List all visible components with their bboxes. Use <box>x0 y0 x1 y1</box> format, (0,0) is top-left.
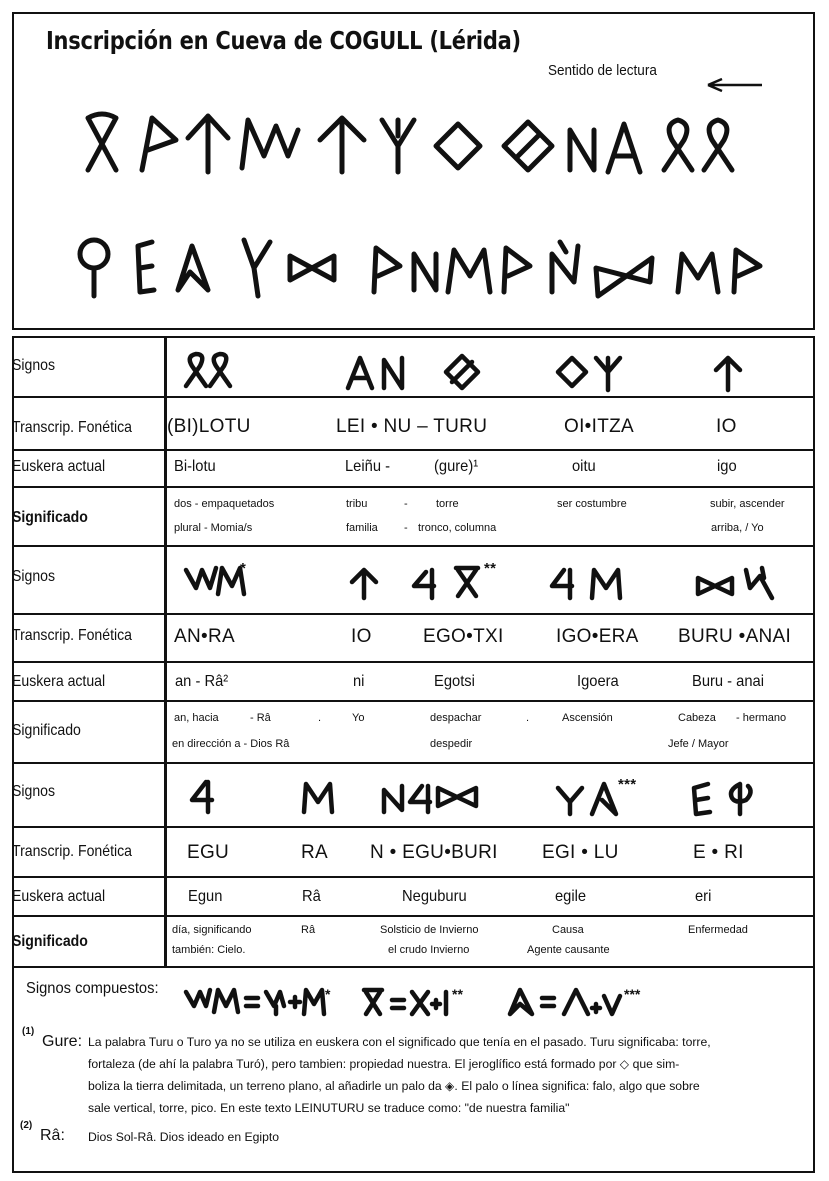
meaning-cell: tronco, columna <box>418 522 497 534</box>
reading-direction-label: Sentido de lectura <box>548 62 657 79</box>
page-title: Inscripción en Cueva de COGULL (Lérida) <box>46 26 521 55</box>
note-1-word: Gure: <box>42 1033 83 1050</box>
inscription-line-1 <box>80 110 760 180</box>
io-glyph-2-icon <box>352 570 376 598</box>
row-divider <box>14 545 813 547</box>
phon-cell: IO <box>716 416 737 437</box>
plus-icon-3 <box>592 1004 600 1012</box>
rune-e-icon <box>138 242 154 292</box>
asterisk-note-1: * <box>240 560 247 577</box>
phon-cell: EGI • LU <box>542 842 619 863</box>
rune-y-2-icon <box>244 240 270 296</box>
row-divider <box>14 613 813 615</box>
asterisk-note-3: *** <box>618 776 637 793</box>
meaning-cell: . <box>318 712 322 724</box>
igoera-glyph-icon <box>552 570 620 598</box>
egilu-glyph-icon <box>558 784 616 814</box>
row-divider <box>14 449 813 451</box>
row-label-signos: Signos <box>12 357 56 374</box>
meaning-cell: Agente causante <box>527 944 610 956</box>
phon-cell: AN•RA <box>174 626 235 647</box>
row-divider <box>14 826 813 828</box>
meaning-cell: Yo <box>352 712 365 724</box>
io-glyph-icon <box>716 358 740 390</box>
equals-icon-2 <box>392 1000 404 1008</box>
signos-row-1 <box>180 350 800 396</box>
euskera-cell: Neguburu <box>402 888 467 905</box>
rune-diamond-cross-icon <box>504 122 552 170</box>
asterisk-1: * <box>325 986 331 1002</box>
rune-phi-icon <box>80 240 108 296</box>
rune-diamond-icon <box>436 124 480 168</box>
a-compound-icon <box>510 990 532 1014</box>
row-label-fonetica: Transcrip. Fonética <box>12 627 132 644</box>
meaning-cell: el crudo Invierno <box>388 944 470 956</box>
phon-cell: EGU <box>187 842 230 863</box>
euskera-cell: eri <box>695 888 712 905</box>
row-label-euskera: Euskera actual <box>12 673 106 690</box>
rune-n-icon <box>570 130 594 170</box>
rune-p-4-icon <box>734 250 760 292</box>
equals-icon <box>246 998 258 1006</box>
euskera-cell: igo <box>717 458 737 475</box>
euskera-cell: Egun <box>188 888 223 905</box>
euskera-cell: oitu <box>572 458 596 475</box>
note-1-marker: (1) <box>22 1026 35 1037</box>
ll-glyph-icon <box>186 354 230 386</box>
turu-glyph-icon <box>446 356 478 388</box>
phon-cell: EGO•TXI <box>423 626 504 647</box>
neguburi-glyph-icon <box>384 786 476 812</box>
phon-cell: BURU •ANAI <box>678 626 792 647</box>
meaning-cell: familia <box>346 522 378 534</box>
row-divider <box>14 661 813 663</box>
row-label-fonetica: Transcrip. Fonética <box>12 419 132 436</box>
meaning-cell: - hermano <box>736 712 787 724</box>
asterisk-3: *** <box>624 986 641 1002</box>
meaning-cell: torre <box>436 498 459 510</box>
row-label-euskera: Euskera actual <box>12 888 106 905</box>
meaning-cell: - <box>404 522 408 534</box>
row-label-significado: Significado <box>12 722 81 739</box>
ra-glyph-icon <box>304 784 332 812</box>
phon-cell: IO <box>351 626 372 647</box>
meaning-cell: dos - empaquetados <box>174 498 275 510</box>
note-1-line: sale vertical, torre, pico. En este texto LEINUTURU se traduce como: "de nuestra familia" <box>88 1101 570 1115</box>
left-arrow-icon <box>706 75 766 95</box>
euskera-cell: Leiñu - <box>345 458 391 475</box>
rune-up-arrow-icon <box>188 116 228 172</box>
rune-loop-2-icon <box>704 120 732 170</box>
anra-glyph-icon <box>186 568 244 594</box>
row-label-significado: Significado <box>12 509 88 526</box>
meaning-cell: subir, ascender <box>710 498 785 510</box>
egu-glyph-icon <box>192 782 212 812</box>
euskera-cell: an - Râ² <box>175 673 229 690</box>
row-divider <box>14 915 813 917</box>
anra-compound-icon <box>186 990 238 1012</box>
phon-cell: IGO•ERA <box>556 626 639 647</box>
euskera-cell: Buru - anai <box>692 673 765 690</box>
plus-icon <box>290 997 300 1007</box>
meaning-cell: Solsticio de Invierno <box>380 924 479 936</box>
compound-signs-equations <box>180 982 680 1022</box>
rune-hook-n-icon <box>552 242 578 292</box>
row-label-signos: Signos <box>12 783 56 800</box>
euskera-cell: Bi-lotu <box>174 458 216 475</box>
rune-m-2-icon <box>448 250 490 292</box>
m-part-icon <box>304 990 324 1014</box>
note-1-line: boliza la tierra delimitada, un terreno plano, al añadirle un palo da ◈. El palo o línea significa: falo, algo que sobre <box>88 1079 700 1093</box>
phon-cell: LEI • NU – TURU <box>336 416 488 437</box>
rune-up-arrow-2-icon <box>320 118 364 172</box>
buru-anai-glyph-icon <box>698 568 772 598</box>
meaning-cell: ser costumbre <box>557 498 627 510</box>
inscription-line-2 <box>74 232 794 307</box>
rune-x-loop-icon <box>88 114 116 170</box>
phon-cell: RA <box>301 842 328 863</box>
row-divider <box>14 486 813 488</box>
asterisk-2: ** <box>452 986 463 1002</box>
x-compound-icon <box>364 990 382 1014</box>
meaning-cell: plural - Momia/s <box>174 522 253 534</box>
meaning-cell: Cabeza <box>678 712 716 724</box>
phon-cell: N • EGU•BURI <box>370 842 498 863</box>
rune-n-2-icon <box>414 254 436 290</box>
compound-signs-label: Signos compuestos: <box>26 980 159 997</box>
row-label-signos: Signos <box>12 568 56 585</box>
row-label-euskera: Euskera actual <box>12 458 106 475</box>
phon-cell: E • RI <box>693 842 744 863</box>
meaning-cell: Causa <box>552 924 584 936</box>
euskera-cell: Igoera <box>577 673 619 690</box>
an-glyph-icon <box>348 358 402 388</box>
v-part-icon <box>604 996 620 1014</box>
row-divider <box>14 396 813 398</box>
meaning-cell: Enfermedad <box>688 924 748 936</box>
row-label-significado: Significado <box>12 933 88 950</box>
oitza-glyph-icon <box>558 358 620 390</box>
phon-cell: (BI)LOTU <box>167 416 251 437</box>
rune-p-2-icon <box>374 248 400 292</box>
meaning-cell: - Râ <box>250 712 271 724</box>
euskera-cell: (gure)¹ <box>434 458 479 475</box>
meaning-cell: - <box>404 498 408 510</box>
egotxi-glyph-icon <box>414 568 478 598</box>
row-divider <box>14 876 813 878</box>
rune-bowtie-2-icon <box>596 258 652 296</box>
meaning-cell: despachar <box>430 712 482 724</box>
phon-cell: OI•ITZA <box>564 416 634 437</box>
asterisk-note-2: ** <box>484 560 497 577</box>
rune-loop-1-icon <box>664 120 692 170</box>
meaning-cell: an, hacia <box>174 712 219 724</box>
meaning-cell: Ascensión <box>562 712 613 724</box>
eri-glyph-icon <box>694 784 751 814</box>
note-2-word: Râ: <box>40 1127 65 1144</box>
meaning-cell: en dirección a - Dios Râ <box>172 738 290 750</box>
x-part-icon <box>412 992 428 1014</box>
rune-a-hook-icon <box>178 246 208 290</box>
lambda-part-icon <box>564 990 588 1014</box>
rune-y-icon <box>382 120 414 172</box>
euskera-cell: ni <box>353 673 365 690</box>
meaning-cell: . <box>526 712 530 724</box>
note-2-marker: (2) <box>20 1120 33 1131</box>
meaning-cell: despedir <box>430 738 473 750</box>
row-label-fonetica: Transcrip. Fonética <box>12 843 132 860</box>
rune-m-3-icon <box>678 254 718 292</box>
meaning-cell: Râ <box>301 924 316 936</box>
euskera-cell: egile <box>555 888 587 905</box>
rune-bowtie-icon <box>290 256 334 280</box>
rune-a-icon <box>608 124 640 172</box>
rune-p-icon <box>142 118 176 170</box>
signos-row-9 <box>180 774 800 820</box>
euskera-cell: Râ <box>302 888 321 905</box>
meaning-cell: Jefe / Mayor <box>668 738 729 750</box>
meaning-cell: tribu <box>346 498 368 510</box>
row-divider <box>14 762 813 764</box>
meaning-cell: arriba, / Yo <box>711 522 764 534</box>
rune-m-icon <box>242 120 298 168</box>
note-1-line: fortaleza (de ahí la palabra Turó), pero tambien: propiedad nuestra. El jeroglífico está formado por ◇ que sim- <box>88 1057 680 1071</box>
note-1-line: La palabra Turu o Turo ya no se utiliza en euskera con el significado que tenía en el pasado. Turu significaba: torre, <box>88 1035 711 1049</box>
an-part-icon <box>266 992 284 1014</box>
plus-icon-2 <box>432 1000 440 1008</box>
meaning-cell: también: Cielo. <box>172 944 246 956</box>
note-2-text: Dios Sol-Râ. Dios ideado en Egipto <box>88 1130 280 1144</box>
equals-icon-3 <box>542 998 554 1006</box>
rune-p-3-icon <box>504 248 530 292</box>
row-divider <box>14 700 813 702</box>
meaning-cell: día, significando <box>172 924 252 936</box>
euskera-cell: Egotsi <box>434 673 475 690</box>
